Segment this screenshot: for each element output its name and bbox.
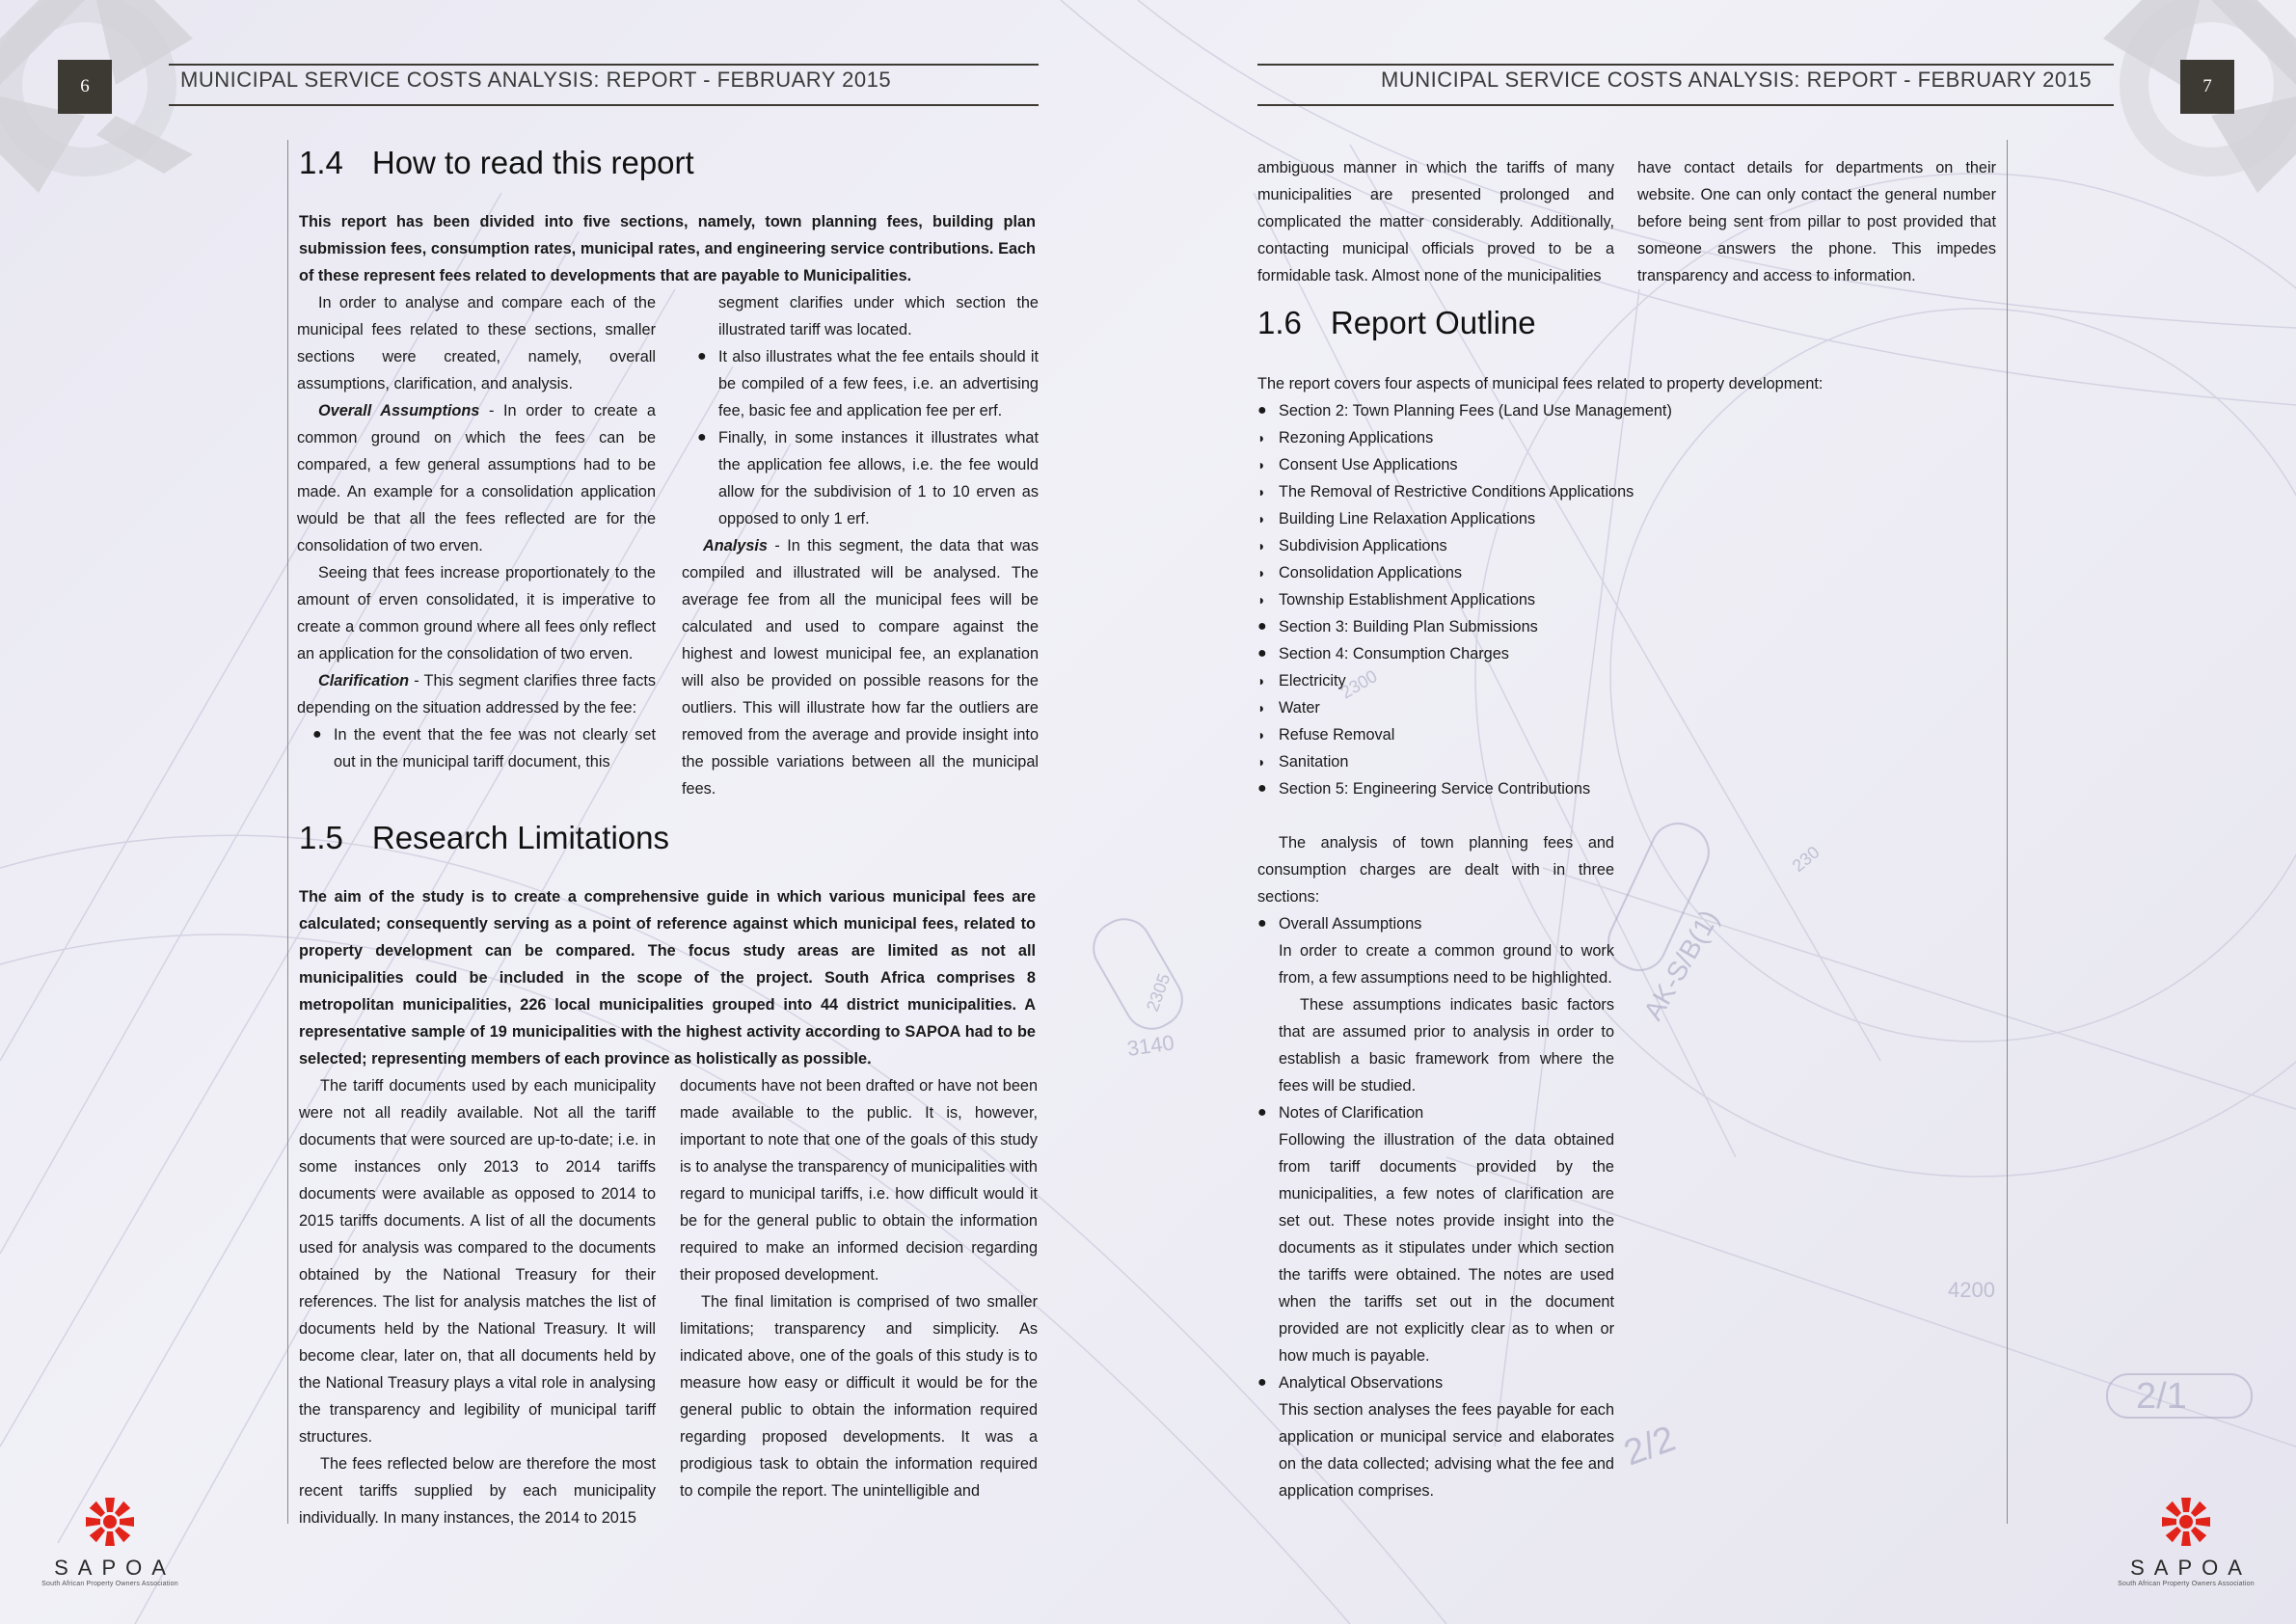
margin-rule-right (2007, 140, 2008, 1524)
section-heading-1-4 (299, 145, 694, 181)
sapoa-emblem-icon (2161, 1497, 2211, 1547)
outline-item: ● Section 3: Building Plan Submissions (1257, 613, 1932, 640)
bullet-item: ● Overall Assumptions (1257, 910, 1614, 937)
outline-subitem: ◗ Consent Use Applications (1257, 451, 1932, 478)
paragraph: The fees reflected below are therefore the most recent tariffs supplied by each municipality individually. In many instances, the 2014 to 2015 (299, 1455, 656, 1527)
section-number: 1.5 (299, 820, 343, 855)
outline-subitem: ◗ Building Line Relaxation Applications (1257, 505, 1932, 532)
section-number: 1.4 (299, 145, 343, 180)
paragraph: Overall Assumptions - In order to create a common ground on which the fees can be compared, a few general assumptions had to be made. An example for a consolidation application would be that all the fees reflected are for the consolidation of two erven. (297, 402, 656, 555)
header-rule-bottom-right (1257, 104, 2114, 106)
header-title-right: MUNICIPAL SERVICE COSTS ANALYSIS: REPORT - FEBRUARY 2015 (1381, 68, 2093, 92)
logo-tagline: South African Property Owners Association (41, 1581, 178, 1587)
outline-subitem: ◗ Sanitation (1257, 748, 1932, 775)
run-in-label: Overall Assumptions (318, 402, 480, 420)
page-number-left: 6 (58, 60, 112, 114)
margin-rule-left (287, 140, 288, 1524)
header-rule-top-left (169, 64, 1039, 66)
section-1-5-intro: The aim of the study is to create a comprehensive guide in which various municipal fees are calculated; consequently serving as a point of reference against which municipal fees, related to property development can be compared. The focus study areas are limited as not all municipalities could be included in the scope of the project. South Africa comprises 8 metropolitan municipalities, 226 local municipalities grouped into 44 district municipalities. A representative sample of 19 municipalities with the highest activity according to SAPOA had to be selected; representing members of each province as holistically as possible. (299, 888, 1036, 1068)
paragraph: Following the illustration of the data obtained from tariff documents provided by the municipalities, a few notes of clarification are set out. These notes provide insight into the documents as it stipulates under which section the tariffs were obtained. The notes are used when the tariffs set out in the document provided are not explicitly clear as to when or how much is payable. (1279, 1131, 1614, 1365)
header-rule-bottom-left (169, 104, 1039, 106)
run-in-label: Clarification (318, 672, 410, 690)
report-outline (1257, 370, 1932, 802)
paragraph: Analysis - In this segment, the data that was compiled and illustrated will be analysed. The average fee from all the municipal fees will be calculated and used to compare against the highest and lowest municipal fee, an explanation will also be provided on possible reasons for the outliers. This will illustrate how far the outliers are removed from the average and provide insight into the possible variations between all the municipal fees. (682, 537, 1039, 798)
section-1-5-column-2 (680, 1072, 1038, 1504)
section-title: Research Limitations (371, 820, 670, 855)
bullet-item: ● It also illustrates what the fee entails should it be compiled of a few fees, i.e. an advertising fee, basic fee and application fee per erf. (697, 343, 1039, 424)
outline-item: ● Section 2: Town Planning Fees (Land Use Management) (1257, 397, 1932, 424)
bg-mark: 4200 (1948, 1278, 1995, 1302)
outline-subitem: ◗ Electricity (1257, 667, 1932, 694)
bg-mark: 2300 (1337, 666, 1381, 703)
bullet-item: ● Notes of Clarification (1257, 1099, 1614, 1126)
paragraph: documents have not been drafted or have not been made available to the public. It is, however, important to note that one of the goals of this study is to analyse the transparency of municipalities with regard to municipal tariffs, i.e. how difficult would it be for the general public to obtain the information required to make an informed decision regarding their proposed development. (680, 1077, 1038, 1284)
bullet-item: ● Analytical Observations (1257, 1369, 1614, 1396)
outline-subitem: ◗ Water (1257, 694, 1932, 721)
bullet-item: ● Finally, in some instances it illustrates what the application fee allows, i.e. the fee would allow for the subdivision of 1 to 10 erven as opposed to only 1 erf. (697, 424, 1039, 532)
paragraph: In order to analyse and compare each of the municipal fees related to these sections, smaller sections were created, namely, overall assumptions, clarification, and analysis. (297, 294, 656, 392)
bullet-item: ● In the event that the fee was not clearly set out in the municipal tariff document, this (312, 721, 656, 775)
bg-mark: 230 (1788, 842, 1823, 877)
analysis-sections (1257, 829, 1614, 1504)
section-title: How to read this report (371, 145, 694, 180)
section-1-4-intro: This report has been divided into five sections, namely, town planning fees, building plan submission fees, consumption rates, municipal rates, and engineering service contributions. Each of these represent fees related to developments that are payable to Municipalities. (299, 213, 1036, 284)
outline-subitem: ◗ Rezoning Applications (1257, 424, 1932, 451)
paragraph: In order to create a common ground to work from, a few assumptions need to be highlighted. (1279, 942, 1614, 987)
logo-wordmark: SAPOA (54, 1556, 176, 1580)
paragraph: Clarification - This segment clarifies three facts depending on the situation addressed by the fee: (297, 672, 656, 717)
outline-subitem: ◗ Consolidation Applications (1257, 559, 1932, 586)
paragraph: This section analyses the fees payable for each application or municipal service and elaborates on the data collected; advising what the fee and application comprises. (1279, 1401, 1614, 1500)
section-1-4-column-2 (682, 289, 1039, 802)
paragraph: The tariff documents used by each municipality were not all readily available. Not all the tariff documents that were sourced are up-to-date; i.e. in some instances only 2013 to 2014 tariffs documents were available as opposed to 2014 to 2015 tariffs documents. A list of all the documents used for analysis was compared to the documents obtained by the National Treasury for their references. The list for analysis matches the list of documents held by the National Treasury. It will become clear, later on, that all documents held by the National Treasury plays a vital role in analysing the transparency and legibility of municipal tariff structures. (299, 1077, 656, 1446)
outline-subitem: ◗ The Removal of Restrictive Conditions Applications (1257, 478, 1932, 505)
section-1-4-column-1 (297, 289, 656, 775)
outline-subitem: ◗ Refuse Removal (1257, 721, 1932, 748)
outline-item: ● Section 5: Engineering Service Contributions (1257, 775, 1932, 802)
header-rule-top-right (1257, 64, 2114, 66)
paragraph: The analysis of town planning fees and consumption charges are dealt with in three sections: (1257, 834, 1614, 906)
bg-mark: 2/2 (1618, 1418, 1681, 1475)
section-heading-1-6 (1257, 305, 1536, 341)
bullet-continuation: segment clarifies under which section the illustrated tariff was located. (718, 294, 1039, 338)
paragraph: Seeing that fees increase proportionately to the amount of erven consolidated, it is imperative to create a common ground where all fees only reflect an application for the consolidation of two erven. (297, 564, 656, 663)
bg-mark: AK-S/B(1) (1637, 905, 1725, 1025)
paragraph: The final limitation is comprised of two smaller limitations; transparency and simplicity. As indicated above, one of the goals of this study is to measure how easy or difficult it would be for the general public to obtain the information required regarding proposed developments. It was a prodigious task to obtain the information required to compile the report. The unintelligible and (680, 1293, 1038, 1500)
outline-item: ● Section 4: Consumption Charges (1257, 640, 1932, 667)
section-1-5-column-1 (299, 1072, 656, 1531)
bg-mark: 2305 (1142, 970, 1175, 1015)
page-number-right: 7 (2180, 60, 2234, 114)
logo-tagline: South African Property Owners Association (2118, 1581, 2255, 1587)
sapoa-emblem-icon (85, 1497, 135, 1547)
continued-text-column-1: ambiguous manner in which the tariffs of many municipalities are presented prolonged and complicated the matter considerably. Additionally, contacting municipal officials proved to be a formidable task. Almost none of the municipalities (1257, 159, 1614, 284)
section-heading-1-5 (299, 820, 669, 856)
continued-text-column-2: have contact details for departments on their website. One can only contact the general number before being sent from pillar to post provided that someone answers the phone. This impedes transparency and access to information. (1637, 159, 1996, 284)
outline-subitem: ◗ Township Establishment Applications (1257, 586, 1932, 613)
run-in-label: Analysis (703, 537, 768, 555)
bg-mark: 3140 (1125, 1030, 1176, 1061)
section-title: Report Outline (1330, 305, 1536, 340)
outline-intro: The report covers four aspects of municipal fees related to property development: (1257, 375, 1823, 392)
outline-subitem: ◗ Subdivision Applications (1257, 532, 1932, 559)
header-title-left: MUNICIPAL SERVICE COSTS ANALYSIS: REPORT - FEBRUARY 2015 (180, 68, 892, 92)
section-number: 1.6 (1257, 305, 1302, 340)
paragraph: These assumptions indicates basic factors that are assumed prior to analysis in order to establish a basic framework from where the fees will be studied. (1279, 996, 1614, 1095)
logo-wordmark: SAPOA (2130, 1556, 2252, 1580)
bg-mark: 2/1 (2136, 1376, 2187, 1417)
sapoa-logo-right (2099, 1497, 2273, 1593)
sapoa-logo-left (23, 1497, 197, 1593)
